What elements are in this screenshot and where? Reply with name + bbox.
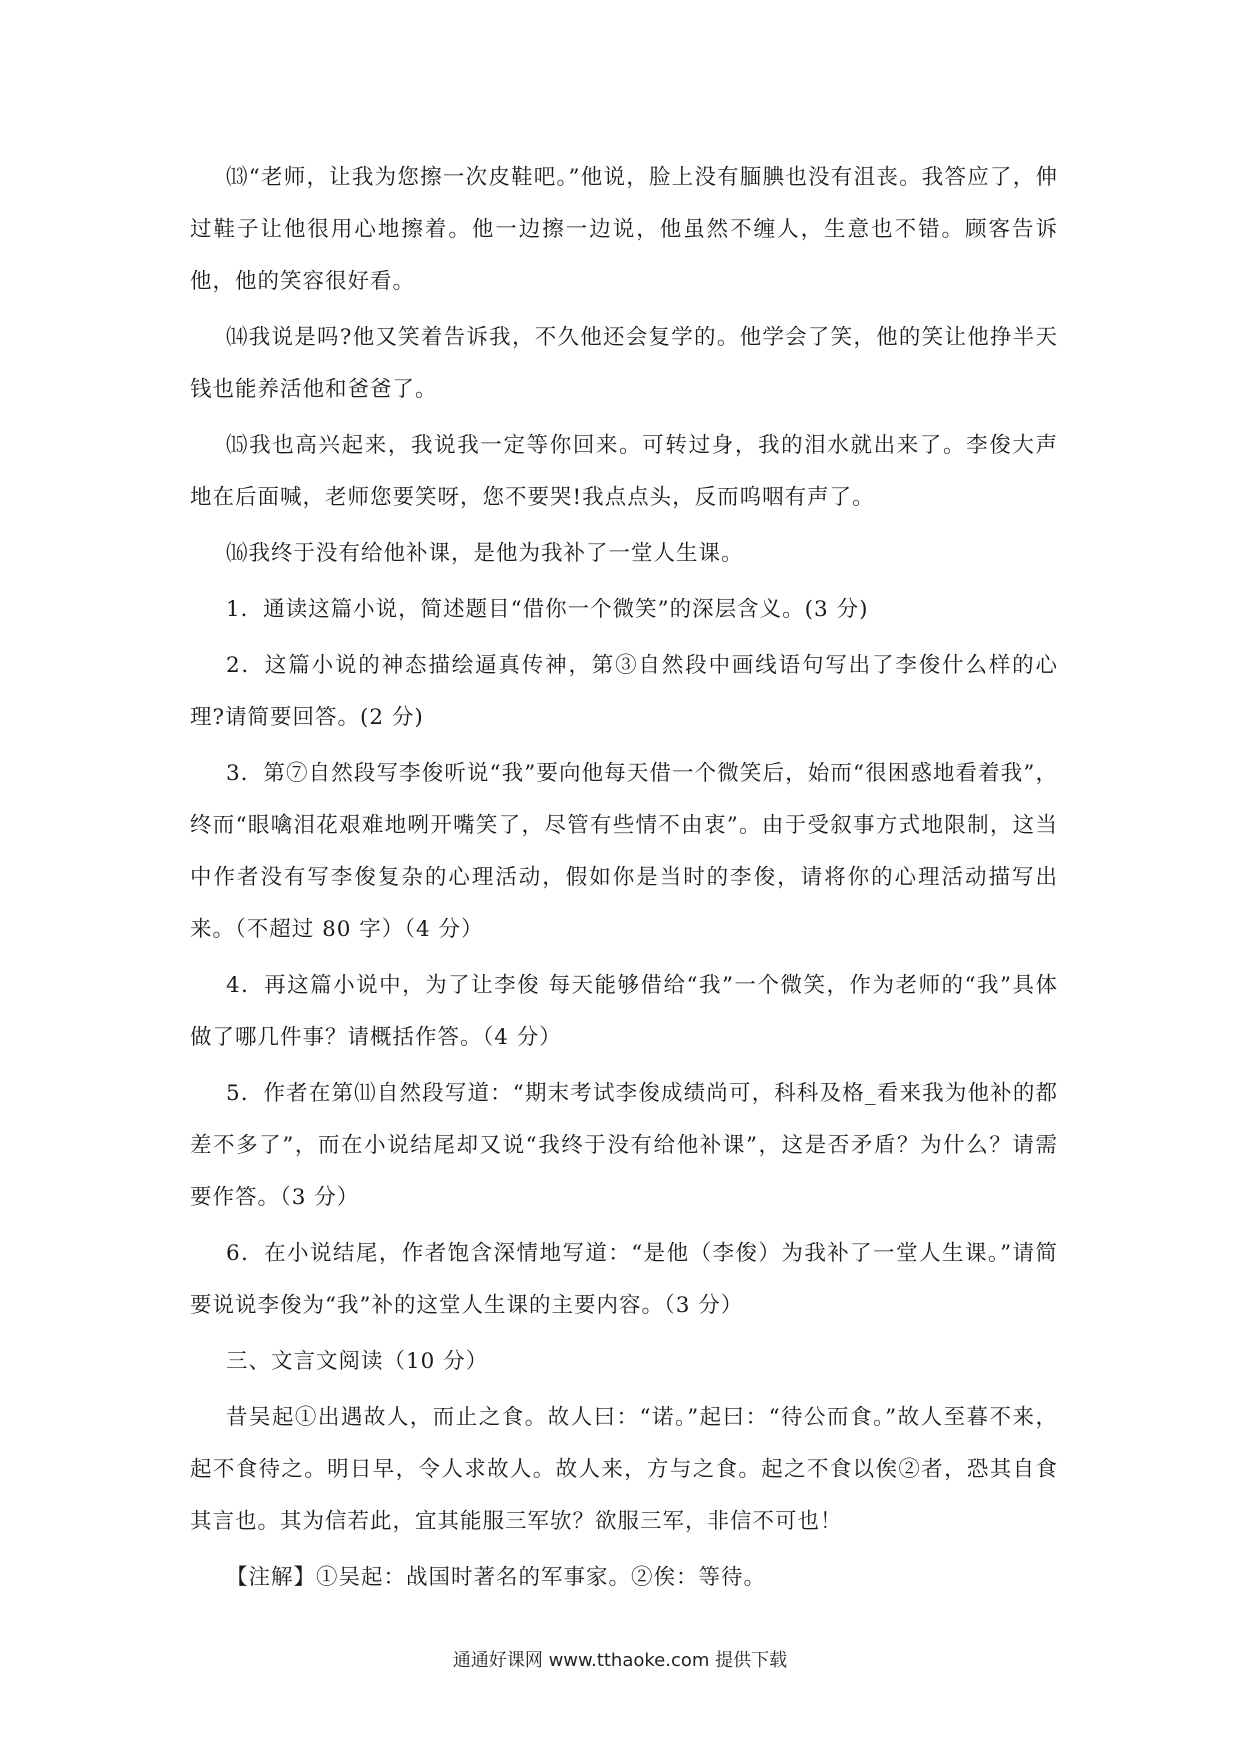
question-4: 4．再这篇小说中，为了让李俊 每天能够借给“我”一个微笑，作为老师的“我”具体做了哪几件事？请概括作答。（4 分） xyxy=(190,973,1058,1050)
document-body xyxy=(190,152,1058,1608)
paragraph-13: ⒀“老师，让我为您擦一次皮鞋吧。”他说，脸上没有腼腆也没有沮丧。我答应了，伸过鞋子让他很用心地擦着。他一边擦一边说，他虽然不缠人，生意也不错。顾客告诉他，他的笑容很好看。 xyxy=(190,165,1058,294)
paragraph-16: ⒃我终于没有给他补课，是他为我补了一堂人生课。 xyxy=(226,541,744,566)
footer-text: 通通好课网 www.tthaoke.com 提供下载 xyxy=(452,1650,788,1671)
question-6: 6．在小说结尾，作者饱含深情地写道：“是他（李俊）为我补了一堂人生课。”请简要说说李俊为“我”补的这堂人生课的主要内容。（3 分） xyxy=(190,1241,1058,1318)
question-5: 5．作者在第⑾自然段写道：“期末考试李俊成绩尚可，科科及格_看来我为他补的都差不多了”，而在小说结尾却又说“我终于没有给他补课”，这是否矛盾？为什么？请需要作答。（3 分） xyxy=(190,1081,1058,1210)
paragraph-14: ⒁我说是吗?他又笑着告诉我，不久他还会复学的。他学会了笑，他的笑让他挣半天钱也能养活他和爸爸了。 xyxy=(190,325,1058,402)
question-1: 1．通读这篇小说，简述题目“借你一个微笑”的深层含义。(3 分) xyxy=(226,597,869,622)
question-3: 3．第⑦自然段写李俊听说“我”要向他每天借一个微笑后，始而“很困惑地看着我”，终而“眼噙泪花艰难地咧开嘴笑了，尽管有些情不由衷”。由于受叙事方式地限制，这当中作者没有写李俊复杂的心理活动，假如你是当时的李俊，请将你的心理活动描写出来。（不超过 80 字）（4 分） xyxy=(190,761,1058,942)
paragraph-15: ⒂我也高兴起来，我说我一定等你回来。可转过身，我的泪水就出来了。李俊大声地在后面喊，老师您要笑呀，您不要哭!我点点头，反而呜咽有声了。 xyxy=(190,433,1058,510)
classical-text: 昔吴起①出遇故人，而止之食。故人曰：“诺。”起曰：“待公而食。”故人至暮不来，起不食待之。明日早，令人求故人。故人来，方与之食。起之不食以俟②者，恐其自食其言也。其为信若此，宜其能服三军欤？欲服三军，非信不可也！ xyxy=(190,1405,1058,1534)
annotation: 【注解】①吴起：战国时著名的军事家。②俟：等待。 xyxy=(226,1565,767,1590)
section-heading: 三、文言文阅读（10 分） xyxy=(226,1349,489,1374)
question-2: 2．这篇小说的神态描绘逼真传神，第③自然段中画线语句写出了李俊什么样的心理?请简要回答。(2 分) xyxy=(190,653,1058,730)
